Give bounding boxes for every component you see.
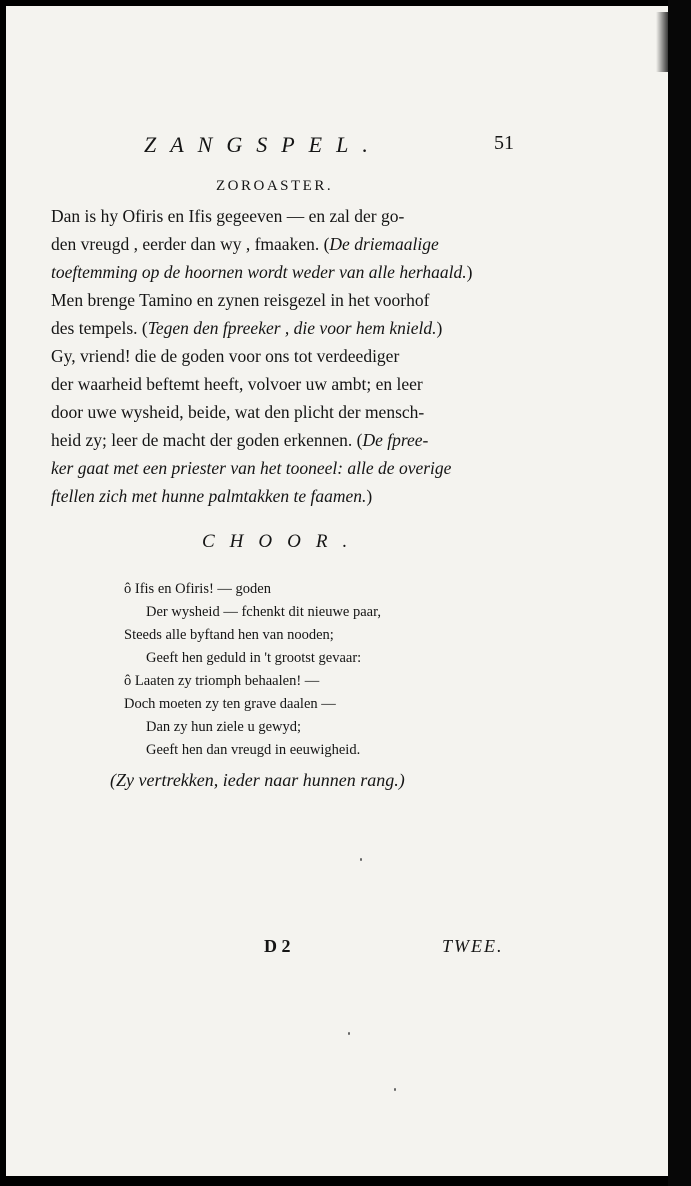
dialogue-text: der waarheid beftemt heeft, volvoer uw ambt; en leer [51,374,423,394]
speaker-name: ZOROASTER. [216,178,334,194]
prose-line [51,258,472,286]
verse-line: Dan zy hun ziele u gewyd; [146,719,302,735]
running-title: ZANGSPEL. [144,132,382,157]
stage-direction-text: toeftemming op de hoornen wordt weder van alle herhaald. [51,262,467,282]
verse-line: Geeft hen dan vreugd in eeuwigheid. [146,742,361,758]
page-number: 51 [494,132,514,154]
stage-direction-exit: (Zy vertrekken, ieder naar hunnen rang.) [110,770,405,790]
stage-direction-text: De driemaalige [329,234,439,254]
prose-line [51,482,372,510]
verse-line: Doch moeten zy ten grave daalen — [124,696,336,712]
paper-sheet [6,6,670,1176]
prose-line [51,314,442,342]
verse-line: Steeds alle byftand hen van nooden; [124,627,334,643]
dialogue-text: heid zy; leer de macht der goden erkennen. ( [51,430,363,450]
stage-direction-text: Tegen den fpreeker , die voor hem knield. [147,318,437,338]
chorus-heading: CHOOR. [202,531,363,552]
dialogue-text: door uwe wysheid, beide, wat den plicht der mensch- [51,402,425,422]
dialogue-text: ) [436,318,443,338]
verse-line: ô Ifis en Ofiris! — goden [124,581,271,597]
dialogue-text: Men brenge Tamino en zynen reisgezel in het voorhof [51,290,430,310]
dialogue-text: ) [366,486,373,506]
stage-direction-text: ker gaat met een priester van het tooneel: alle de overige [51,458,452,478]
signature-mark: D 2 [264,936,291,956]
prose-line [51,230,439,258]
paper-speck [348,1032,350,1035]
prose-line [51,342,399,370]
prose-line [51,398,424,426]
prose-line [51,370,423,398]
stage-direction-text: De fpree- [362,430,429,450]
dialogue-text: den vreugd , eerder dan wy , fmaaken. ( [51,234,330,254]
scan-border [668,0,691,1186]
verse-line: Geeft hen geduld in 't grootst gevaar: [146,650,362,666]
dialogue-text: Gy, vriend! die de goden voor ons tot verdeediger [51,346,400,366]
paper-speck [360,858,362,861]
prose-line [51,426,428,454]
verse-line: ô Laaten zy triomph behaalen! — [124,673,320,689]
prose-line [51,202,404,230]
dialogue-text: ) [466,262,473,282]
prose-line [51,454,451,482]
dialogue-text: Dan is hy Ofiris en Ifis gegeeven — en zal der go- [51,206,405,226]
prose-line [51,286,429,314]
verse-line: Der wysheid — fchenkt dit nieuwe paar, [146,604,381,620]
stage-direction-text: ftellen zich met hunne palmtakken te faamen. [51,486,367,506]
paper-speck [394,1088,396,1091]
catchword: TWEE. [442,936,504,956]
dialogue-text: des tempels. ( [51,318,148,338]
